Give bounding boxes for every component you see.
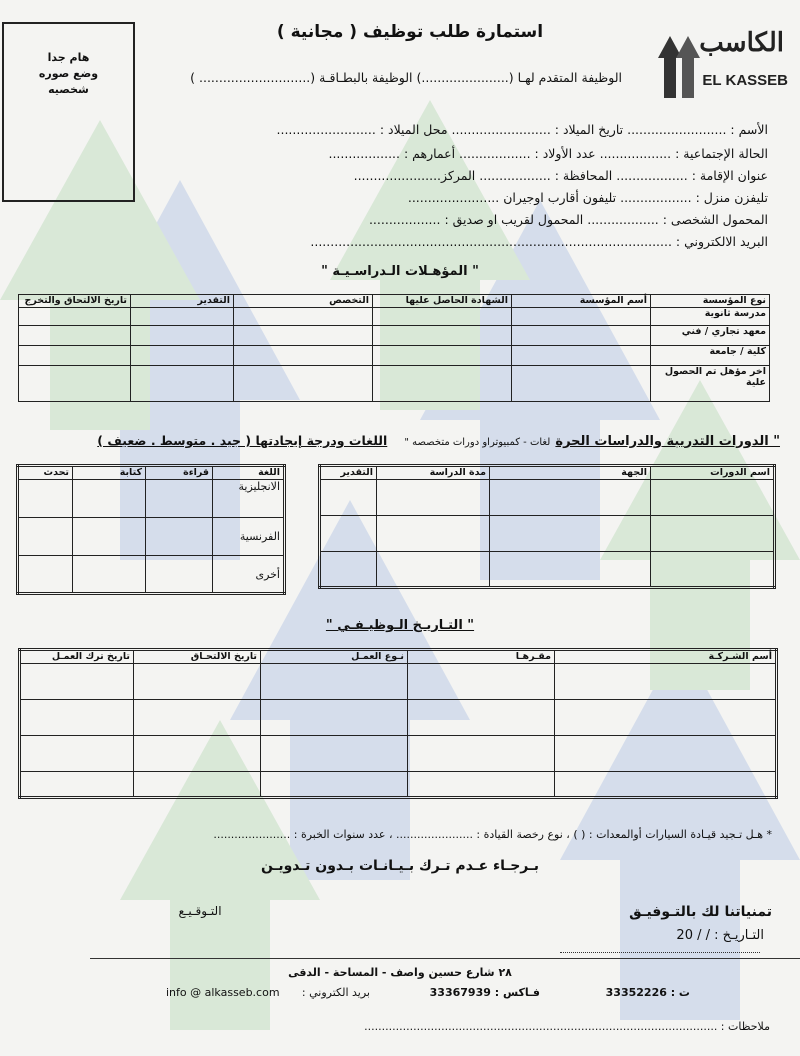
col-language: اللغة	[213, 466, 285, 480]
footer-email[interactable]: info @ alkasseb.com	[166, 986, 280, 999]
language-label: أخرى	[213, 556, 285, 594]
table-row	[19, 308, 770, 326]
date-underline	[560, 952, 760, 953]
table-row	[320, 480, 775, 516]
email-line[interactable]: البريد الالكتروني : ...........................................................................................	[310, 234, 768, 249]
table-row	[18, 556, 285, 594]
table-row	[18, 480, 285, 518]
col-course-grade: التقدير	[320, 466, 377, 480]
employment-table	[18, 648, 778, 799]
training-subtitle: لغات - كمبيوتراو دورات متخصصه "	[404, 437, 551, 448]
training-title-row	[20, 430, 780, 449]
name-line[interactable]: الأسم : ......................... تاريخ الميلاد : ......................... محل الميلاد : .........................	[276, 122, 768, 137]
col-institution-name: أسم المؤسسة	[512, 295, 651, 308]
col-location: مقـرهـا	[408, 650, 555, 664]
col-job-type: نـوع العمـل	[261, 650, 408, 664]
col-certificate: الشهادة الحاصل عليها	[373, 295, 512, 308]
footer-divider	[90, 958, 800, 959]
col-reading: قراءة	[146, 466, 213, 480]
qualifications-table	[18, 294, 770, 402]
table-header-row	[18, 466, 285, 480]
col-writing: كتابة	[73, 466, 146, 480]
table-row	[320, 516, 775, 552]
table-row	[18, 518, 285, 556]
col-grade: التقدير	[131, 295, 234, 308]
table-row	[320, 552, 775, 588]
training-title: " الدورات التدريبة والدراسات الحرة	[555, 434, 780, 449]
phone-line[interactable]: تليفزن منزل : .................. تليفون أقارب اوجيران .......................	[407, 190, 768, 205]
table-row	[20, 700, 777, 736]
table-header-row	[20, 650, 777, 664]
logo-arabic: الكاسب	[699, 28, 784, 58]
table-row	[19, 326, 770, 346]
table-row	[19, 346, 770, 366]
col-course-name: اسم الدورات	[651, 466, 775, 480]
photo-note: هام جدا وضع صوره شخصيه	[38, 51, 99, 96]
driving-line[interactable]: * هـل تـجيد قيـادة السيارات أوالمعدات : ( ) ، نوع رخصة القيادة : ...................... ، عدد سنوات الخبرة : ......................	[213, 828, 772, 841]
form-title: استمارة طلب توظيف ( مجانية )	[276, 22, 544, 42]
language-label: الانجليزية	[213, 480, 285, 518]
wishes-text: تمنياتنا لك بالتـوفيـق	[629, 904, 772, 920]
row-label: اخر مؤهل تم الحصول علية	[651, 366, 770, 402]
col-institution-type: نوع المؤسسة	[651, 295, 770, 308]
table-row	[19, 366, 770, 402]
job-applied-line[interactable]: الوظيفة المتقدم لهـا (......................) الوظيفة بالبطـاقـة (............................ )	[190, 70, 622, 85]
table-header-row	[320, 466, 775, 480]
languages-title: اللغات ودرجة إيجادتها ( جيد . متوسط . ضعيف )	[97, 433, 388, 448]
marital-line[interactable]: الحالة الإجتماعية : .................. عدد الأولاد : .................. أعمارهم : ..................	[328, 146, 768, 161]
footer-fax: فـاكس : 33367939	[429, 986, 540, 999]
qualifications-title: " المؤهـلات الـدراسـيـة "	[321, 264, 479, 279]
footer-address: ٢٨ شارع حسين واصف - المساحة - الدقى	[288, 966, 512, 979]
fill-all-note: بـرجـاء عـدم تـرك بـيـانـات بـدون تـدويـن	[260, 858, 540, 874]
row-label: كلية / جامعة	[651, 346, 770, 366]
col-speaking: تحدث	[18, 466, 73, 480]
table-row	[20, 664, 777, 700]
col-dates: تاريخ الالتحاق والتخرج	[19, 295, 131, 308]
table-row	[20, 772, 777, 798]
col-company: أسم الشـركـة	[555, 650, 777, 664]
company-logo	[650, 28, 790, 100]
employment-title: " التـاريـخ الـوظيـفـي "	[325, 618, 475, 633]
language-label: الفرنسية	[213, 518, 285, 556]
row-label: مدرسة ثانوية	[651, 308, 770, 326]
col-course-duration: مدة الدراسة	[377, 466, 490, 480]
table-header-row	[19, 295, 770, 308]
col-course-body: الجهة	[490, 466, 651, 480]
date-line[interactable]: التـاريـخ : / / 20	[676, 928, 764, 943]
signature-label[interactable]: التـوقـيـع	[178, 904, 222, 918]
col-leave-date: تاريخ ترك العمـل	[20, 650, 134, 664]
table-row	[20, 736, 777, 772]
mobile-line[interactable]: المحمول الشخصى : .................. المحمول لقريب او صديق : ..................	[368, 212, 768, 227]
logo-english: EL KASSEB	[702, 72, 788, 89]
col-specialization: التخصص	[234, 295, 373, 308]
courses-table	[318, 464, 776, 589]
remarks-line[interactable]: ملاحظات : .....................................................................................................	[364, 1020, 770, 1033]
footer-email-label: بريد الكتروني :	[301, 986, 370, 999]
address-line[interactable]: عنوان الإقامة : .................. المحافظة : .................. المركز......................	[353, 168, 768, 183]
footer-tel: ت : 33352226	[605, 986, 690, 999]
photo-box	[2, 22, 135, 202]
row-label: معهد تجاري / فني	[651, 326, 770, 346]
col-join-date: تاريخ الالتحـاق	[134, 650, 261, 664]
languages-table	[16, 464, 286, 595]
